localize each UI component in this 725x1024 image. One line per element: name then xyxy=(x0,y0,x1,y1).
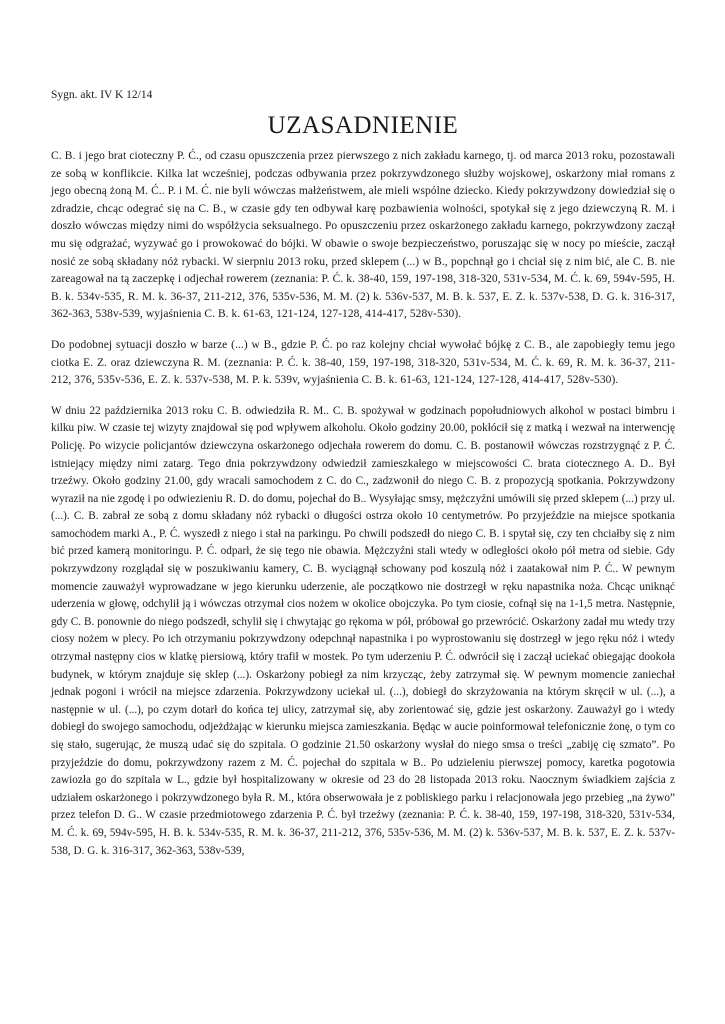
paragraph-2: Do podobnej sytuacji doszło w barze (...) w B., gdzie P. Ć. po raz kolejny chciał wywołać bójkę z C. B., ale zapobiegły temu jego ciotka E. Z. oraz dziewczyna R. M. (zeznania: P. Ć. k. 38-40, 159, 197-198, 318-320, 531v-534, M. Ć. k. 69, R. M. k. 36-37, 211-212, 376, 535v-536, E. Z. k. 537v-538, M. P. k. 539v, wyjaśnienia C. B. k. 61-63, 121-124, 127-128, 414-417, 528v-530). xyxy=(51,338,675,387)
paragraph-1: C. B. i jego brat cioteczny P. Ć., od czasu opuszczenia przez pierwszego z nich zakładu karnego, tj. od marca 2013 roku, pozostawali ze sobą w konflikcie. Kilka lat wcześniej, podczas odbywania przez pokrzywdzonego służby wojskowej, oskarżony miał romans z jego obecną żoną M. Ć.. P. i M. Ć. nie byli wówczas małżeństwem, ale mieli wspólne dziecko. Kiedy pokrzywdzony dowiedział się o zdradzie, chcąc odegrać się na C. B., w czasie gdy ten odbywał karę pozbawienia wolności, spotykał się z jego dziewczyną R. M. i doszło wówczas między nimi do współżycia seksualnego. Po opuszczeniu przez oskarżonego zakładu karnego, pokrzywdzony zaczął mu się odgrażać, wyzywać go i prowokować do bójki. W obawie o swoje bezpieczeństwo, poruszając się w nocy po mieście, zaczął nosić ze sobą składany nóż rybacki. W sierpniu 2013 roku, przed sklepem (...) w B., popchnął go i chciał się z nim bić, ale C. B. nie zareagował na tą zaczepkę i odjechał rowerem (zeznania: P. Ć. k. 38-40, 159, 197-198, 318-320, 531v-534, M. Ć. k. 69, 594v-595, H. B. k. 534v-535, R. M. k. 36-37, 211-212, 376, 535v-536, M. M. (2) k. 536v-537, M. B. k. 537, E. Z. k. 537v-538, D. G. k. 316-317, 362-363, 538v-539, wyjaśnienia C. B. k. 61-63, 121-124, 127-128, 414-417, 528v-530). xyxy=(51,150,675,321)
case-signature: Sygn. akt. IV K 12/14 xyxy=(51,89,153,101)
paragraph-3: W dniu 22 października 2013 roku C. B. odwiedziła R. M.. C. B. spożywał w godzinach popołudniowych alkohol w postaci bimbru i kilku piw. W czasie tej wizyty znajdował się pod wpływem alkoholu. Około godziny 20.00, pokłócił się z matką i wezwał na interwencję Policję. Po wizycie policjantów dziewczyna oskarżonego odjechała rowerem do domu. C. B. postanowił wówczas rozstrzygnąć z P. Ć. istniejący między nimi zatarg. Tego dnia pokrzywdzony odwiedził zamieszkałego w miejscowości C. brata ciotecznego A. D.. Był trzeźwy. Około godziny 21.00, gdy wracali samochodem z C. do C., zadzwonił do niego C. B. z propozycją spotkania. Pokrzywdzony wyraził na nie zgodę i po odwiezieniu R. D. do domu, pojechał do B.. Wysyłając smsy, mężczyźni umówili się przed sklepem (...) przy ul. (...). C. B. zabrał ze sobą z domu składany nóż rybacki o długości ostrza około 10 centymetrów. Po przyjeździe na miejsce spotkania samochodem marki A., P. Ć. wyszedł z niego i stał na parkingu. Po chwili podszedł do niego C. B. i spytał się, czy ten chciałby się z nim bić przed kamerą monitoringu. P. Ć. odparł, że się tego nie obawia. Mężczyźni stali wtedy w odległości około pół metra od siebie. Gdy pokrzywdzony rozglądał się w poszukiwaniu kamery, C. B. wyciągnął schowany pod koszulą nóż i zaatakował nim P. Ć.. W pewnym momencie zauważył wyprowadzane w jego kierunku uderzenie, ale początkowo nie dostrzegł w ręku napastnika noża. Chcąc uniknąć uderzenia w głowę, odchylił ją i wówczas otrzymał cios nożem w okolice obojczyka. Po tym ciosie, cofnął się na 1-1,5 metra. Następnie, gdy C. B. ponownie do niego podszedł, schylił się i chwytając go rękoma w pół, próbował go przewrócić. Oskarżony zadał mu wtedy trzy ciosy nożem w plecy. Po ich otrzymaniu pokrzywdzony odepchnął napastnika i po wyprostowaniu się dostrzegł w jego ręku nóż i wtedy otrzymał następny cios w klatkę piersiową, który trafił w mostek. Po tym uderzeniu P. Ć. odwrócił się i zaczął uciekać obiegając dookoła budynek, w którym znajduje się sklep (...). Oskarżony pobiegł za nim krzycząc, żeby zatrzymał się. W pewnym momencie zaniechał jednak pogoni i wrócił na miejsce zdarzenia. Pokrzywdzony uciekał ul. (...), dobiegł do skrzyżowania na którym skręcił w ul. (...), a następnie w ul. (...), po czym dotarł do końca tej ulicy, zatrzymał się, aby zorientować się, gdzie jest oskarżony. Zauważył go i wtedy dobiegł do swojego samochodu, odjeżdżając w kierunku miejsca zamieszkania. Będąc w aucie poinformował telefonicznie żonę, o tym co się stało, sugerując, że muszą udać się do szpitala. O godzinie 21.50 oskarżony wysłał do niego smsa o treści „zabiję cię szmato”. Po przyjeździe do domu, pokrzywdzony razem z M. Ć. pojechał do szpitala w B.. Po udzieleniu pierwszej pomocy, karetka pogotowia zawiozła go do szpitala w L., gdzie był hospitalizowany w okresie od 23 do 28 listopada 2013 roku. Naocznym świadkiem zajścia z udziałem oskarżonego i pokrzywdzonego była R. M., która obserwowała je z pobliskiego parku i relacjonowała jego przebieg „na żywo” przez telefon D. G.. W czasie przedmiotowego zdarzenia P. Ć. był trzeźwy (zeznania: P. Ć. k. 38-40, 159, 197-198, 318-320, 531v-534, M. Ć. k. 69, 594v-595, H. B. k. 534v-535, R. M. k. 36-37, 211-212, 376, 535v-536, M. M. (2) k. 536v-537, M. B. k. 537, E. Z. k. 537v-538, D. G. k. 316-317, 362-363, 538v-539, xyxy=(51,404,675,857)
document-title: UZASADNIENIE xyxy=(267,112,459,139)
document-page xyxy=(51,88,675,873)
